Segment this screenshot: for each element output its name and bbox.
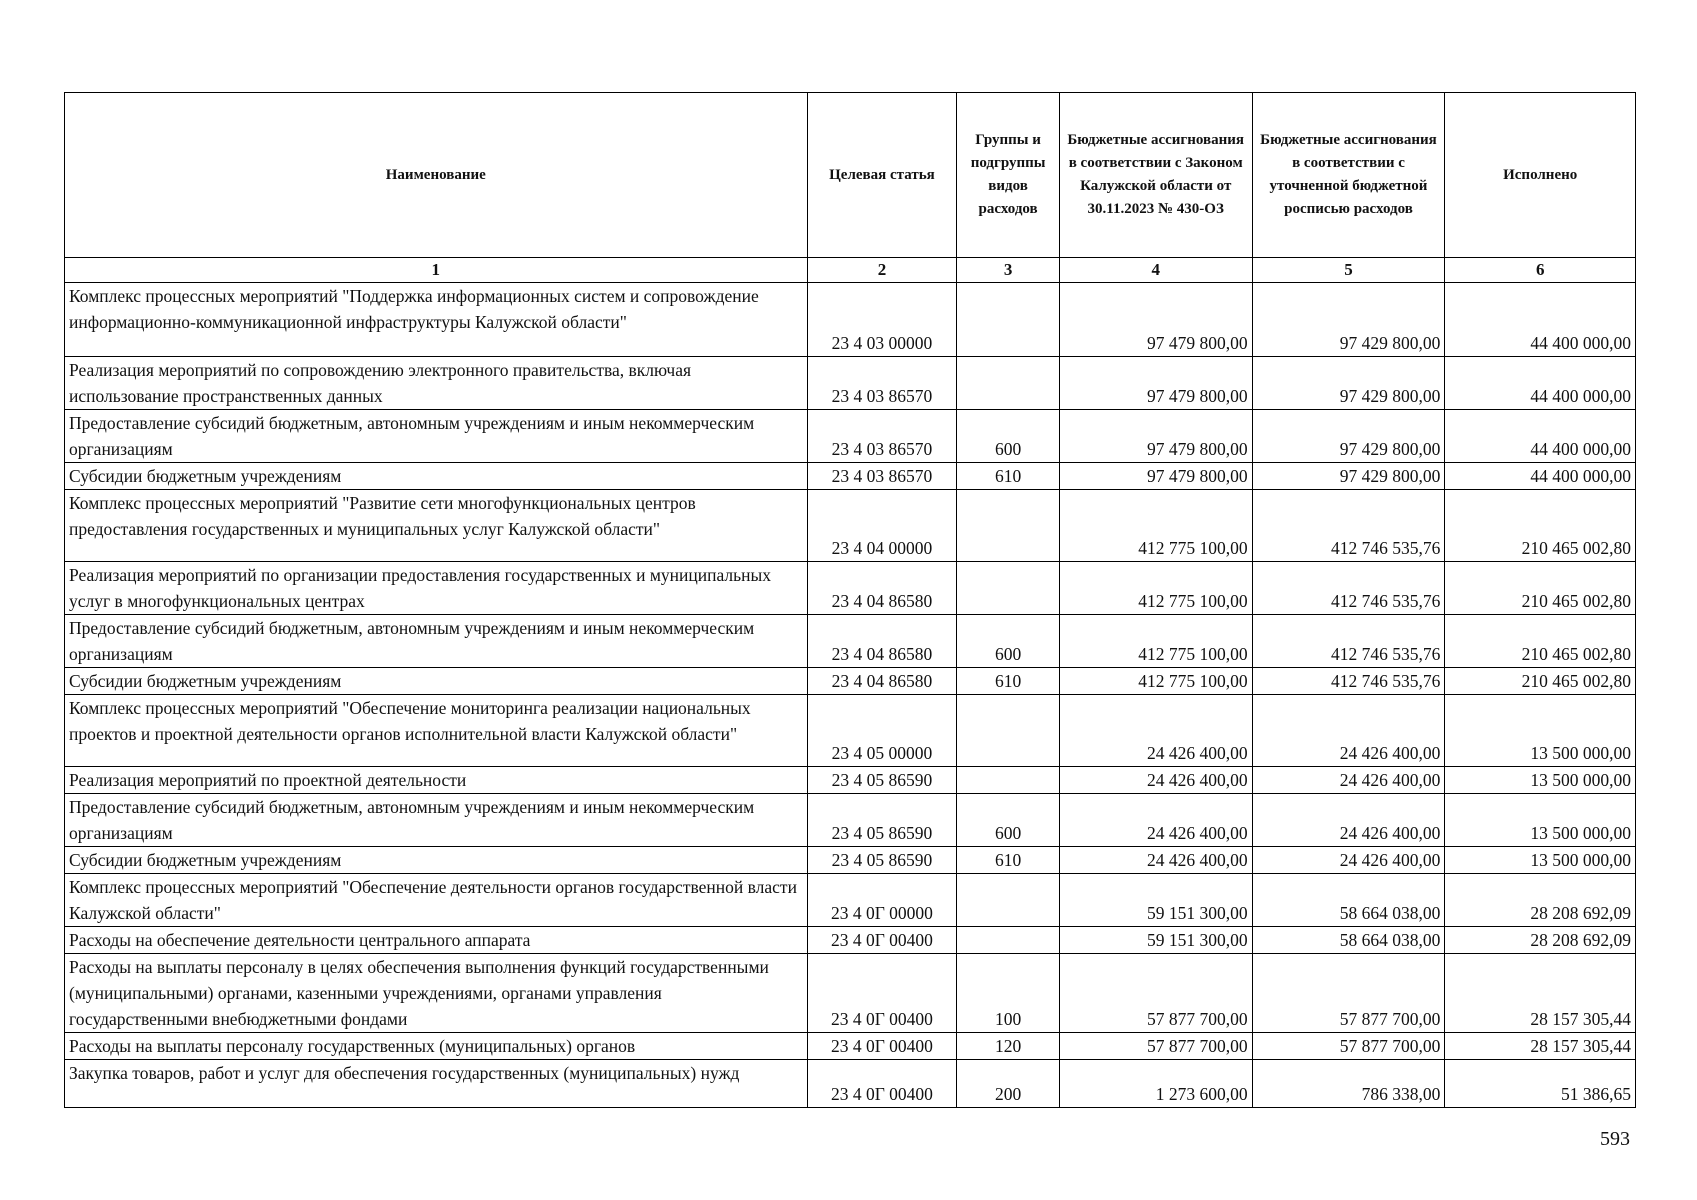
cell-refined: 412 746 535,76 <box>1252 562 1445 615</box>
cell-refined: 97 429 800,00 <box>1252 410 1445 463</box>
table-row <box>65 847 1636 874</box>
cell-law: 412 775 100,00 <box>1059 668 1252 695</box>
cell-law: 59 151 300,00 <box>1059 874 1252 927</box>
cell-executed: 28 208 692,09 <box>1445 874 1636 927</box>
cell-law: 24 426 400,00 <box>1059 847 1252 874</box>
cell-code: 23 4 03 86570 <box>807 410 957 463</box>
cell-group: 600 <box>957 410 1059 463</box>
cell-law: 24 426 400,00 <box>1059 794 1252 847</box>
cell-refined: 412 746 535,76 <box>1252 490 1445 562</box>
cell-law: 97 479 800,00 <box>1059 410 1252 463</box>
header-row <box>65 93 1636 258</box>
cell-law: 1 273 600,00 <box>1059 1060 1252 1108</box>
cell-law: 24 426 400,00 <box>1059 767 1252 794</box>
cell-law: 59 151 300,00 <box>1059 927 1252 954</box>
cell-code: 23 4 0Г 00400 <box>807 927 957 954</box>
table-row <box>65 668 1636 695</box>
cell-executed: 210 465 002,80 <box>1445 615 1636 668</box>
cell-group <box>957 562 1059 615</box>
table-row <box>65 927 1636 954</box>
header-executed: Исполнено <box>1445 93 1636 258</box>
cell-code: 23 4 04 86580 <box>807 615 957 668</box>
cell-law: 97 479 800,00 <box>1059 463 1252 490</box>
cell-code: 23 4 05 86590 <box>807 794 957 847</box>
cell-executed: 13 500 000,00 <box>1445 695 1636 767</box>
cell-refined: 24 426 400,00 <box>1252 847 1445 874</box>
cell-refined: 58 664 038,00 <box>1252 927 1445 954</box>
cell-group <box>957 283 1059 357</box>
cell-law: 412 775 100,00 <box>1059 562 1252 615</box>
table-body <box>65 283 1636 1108</box>
cell-law: 97 479 800,00 <box>1059 357 1252 410</box>
cell-name: Реализация мероприятий по организации предоставления государственных и муниципальных услуг в многофункциональных центрах <box>65 562 808 615</box>
cell-group <box>957 490 1059 562</box>
cell-law: 97 479 800,00 <box>1059 283 1252 357</box>
cell-group: 600 <box>957 615 1059 668</box>
cell-name: Комплекс процессных мероприятий "Обеспечение мониторинга реализации национальных проектов и проектной деятельности органов исполнительной власти Калужской области" <box>65 695 808 767</box>
header-group: Группы и подгруппы видов расходов <box>957 93 1059 258</box>
cell-name: Субсидии бюджетным учреждениям <box>65 463 808 490</box>
cell-code: 23 4 0Г 00400 <box>807 954 957 1033</box>
cell-executed: 44 400 000,00 <box>1445 283 1636 357</box>
cell-code: 23 4 05 86590 <box>807 847 957 874</box>
column-number: 1 <box>65 258 808 283</box>
cell-code: 23 4 03 86570 <box>807 357 957 410</box>
cell-executed: 28 208 692,09 <box>1445 927 1636 954</box>
cell-name: Комплекс процессных мероприятий "Поддержка информационных систем и сопровождение информационно-коммуникационной инфраструктуры Калужской области" <box>65 283 808 357</box>
cell-name: Субсидии бюджетным учреждениям <box>65 847 808 874</box>
cell-group: 100 <box>957 954 1059 1033</box>
cell-name: Расходы на обеспечение деятельности центрального аппарата <box>65 927 808 954</box>
cell-executed: 44 400 000,00 <box>1445 410 1636 463</box>
table-row <box>65 410 1636 463</box>
cell-law: 412 775 100,00 <box>1059 490 1252 562</box>
cell-name: Предоставление субсидий бюджетным, автономным учреждениям и иным некоммерческим организациям <box>65 410 808 463</box>
cell-code: 23 4 03 00000 <box>807 283 957 357</box>
cell-refined: 97 429 800,00 <box>1252 463 1445 490</box>
table-row <box>65 794 1636 847</box>
cell-group <box>957 874 1059 927</box>
cell-group: 610 <box>957 847 1059 874</box>
cell-name: Субсидии бюджетным учреждениям <box>65 668 808 695</box>
table-row <box>65 463 1636 490</box>
column-number: 5 <box>1252 258 1445 283</box>
cell-executed: 13 500 000,00 <box>1445 847 1636 874</box>
budget-table <box>64 92 1636 1108</box>
table-row <box>65 767 1636 794</box>
cell-executed: 51 386,65 <box>1445 1060 1636 1108</box>
header-law: Бюджетные ассигнования в соответствии с Законом Калужской области от 30.11.2023 № 430-ОЗ <box>1059 93 1252 258</box>
cell-executed: 28 157 305,44 <box>1445 954 1636 1033</box>
column-number: 6 <box>1445 258 1636 283</box>
cell-refined: 24 426 400,00 <box>1252 794 1445 847</box>
header-refined: Бюджетные ассигнования в соответствии с уточненной бюджетной росписью расходов <box>1252 93 1445 258</box>
cell-code: 23 4 04 86580 <box>807 562 957 615</box>
budget-table-container <box>64 92 1636 1108</box>
cell-code: 23 4 0Г 00000 <box>807 874 957 927</box>
cell-law: 57 877 700,00 <box>1059 1033 1252 1060</box>
table-row <box>65 954 1636 1033</box>
cell-refined: 57 877 700,00 <box>1252 954 1445 1033</box>
cell-law: 24 426 400,00 <box>1059 695 1252 767</box>
cell-name: Предоставление субсидий бюджетным, автономным учреждениям и иным некоммерческим организациям <box>65 794 808 847</box>
cell-refined: 24 426 400,00 <box>1252 695 1445 767</box>
cell-executed: 44 400 000,00 <box>1445 357 1636 410</box>
table-row <box>65 1033 1636 1060</box>
cell-executed: 28 157 305,44 <box>1445 1033 1636 1060</box>
table-row <box>65 874 1636 927</box>
cell-refined: 786 338,00 <box>1252 1060 1445 1108</box>
cell-name: Реализация мероприятий по проектной деятельности <box>65 767 808 794</box>
cell-refined: 57 877 700,00 <box>1252 1033 1445 1060</box>
cell-executed: 13 500 000,00 <box>1445 767 1636 794</box>
table-row <box>65 1060 1636 1108</box>
cell-law: 57 877 700,00 <box>1059 954 1252 1033</box>
cell-refined: 412 746 535,76 <box>1252 668 1445 695</box>
table-row <box>65 490 1636 562</box>
cell-name: Реализация мероприятий по сопровождению электронного правительства, включая использование пространственных данных <box>65 357 808 410</box>
cell-name: Закупка товаров, работ и услуг для обеспечения государственных (муниципальных) нужд <box>65 1060 808 1108</box>
cell-executed: 13 500 000,00 <box>1445 794 1636 847</box>
cell-refined: 97 429 800,00 <box>1252 357 1445 410</box>
cell-executed: 210 465 002,80 <box>1445 562 1636 615</box>
cell-executed: 210 465 002,80 <box>1445 668 1636 695</box>
header-code: Целевая статья <box>807 93 957 258</box>
cell-code: 23 4 05 00000 <box>807 695 957 767</box>
cell-group <box>957 695 1059 767</box>
cell-code: 23 4 05 86590 <box>807 767 957 794</box>
cell-group: 610 <box>957 668 1059 695</box>
cell-group: 200 <box>957 1060 1059 1108</box>
table-row <box>65 615 1636 668</box>
cell-code: 23 4 0Г 00400 <box>807 1033 957 1060</box>
column-number: 3 <box>957 258 1059 283</box>
column-number-row <box>65 258 1636 283</box>
column-number: 2 <box>807 258 957 283</box>
cell-group: 600 <box>957 794 1059 847</box>
page-number: 593 <box>1600 1128 1630 1150</box>
cell-refined: 97 429 800,00 <box>1252 283 1445 357</box>
cell-group <box>957 927 1059 954</box>
cell-code: 23 4 0Г 00400 <box>807 1060 957 1108</box>
column-number: 4 <box>1059 258 1252 283</box>
cell-name: Комплекс процессных мероприятий "Развитие сети многофункциональных центров предоставления государственных и муниципальных услуг Калужской области" <box>65 490 808 562</box>
cell-executed: 44 400 000,00 <box>1445 463 1636 490</box>
cell-group <box>957 767 1059 794</box>
cell-name: Предоставление субсидий бюджетным, автономным учреждениям и иным некоммерческим организациям <box>65 615 808 668</box>
header-name: Наименование <box>65 93 808 258</box>
cell-refined: 412 746 535,76 <box>1252 615 1445 668</box>
cell-law: 412 775 100,00 <box>1059 615 1252 668</box>
cell-name: Комплекс процессных мероприятий "Обеспечение деятельности органов государственной власти Калужской области" <box>65 874 808 927</box>
cell-group: 610 <box>957 463 1059 490</box>
cell-name: Расходы на выплаты персоналу в целях обеспечения выполнения функций государственными (муниципальными) органами, казенными учреждениями, органами управления государственными внебюджетными фондами <box>65 954 808 1033</box>
cell-code: 23 4 04 86580 <box>807 668 957 695</box>
table-row <box>65 562 1636 615</box>
table-row <box>65 357 1636 410</box>
cell-code: 23 4 03 86570 <box>807 463 957 490</box>
cell-group <box>957 357 1059 410</box>
cell-group: 120 <box>957 1033 1059 1060</box>
table-row <box>65 695 1636 767</box>
cell-executed: 210 465 002,80 <box>1445 490 1636 562</box>
cell-name: Расходы на выплаты персоналу государственных (муниципальных) органов <box>65 1033 808 1060</box>
table-row <box>65 283 1636 357</box>
cell-refined: 24 426 400,00 <box>1252 767 1445 794</box>
cell-refined: 58 664 038,00 <box>1252 874 1445 927</box>
cell-code: 23 4 04 00000 <box>807 490 957 562</box>
